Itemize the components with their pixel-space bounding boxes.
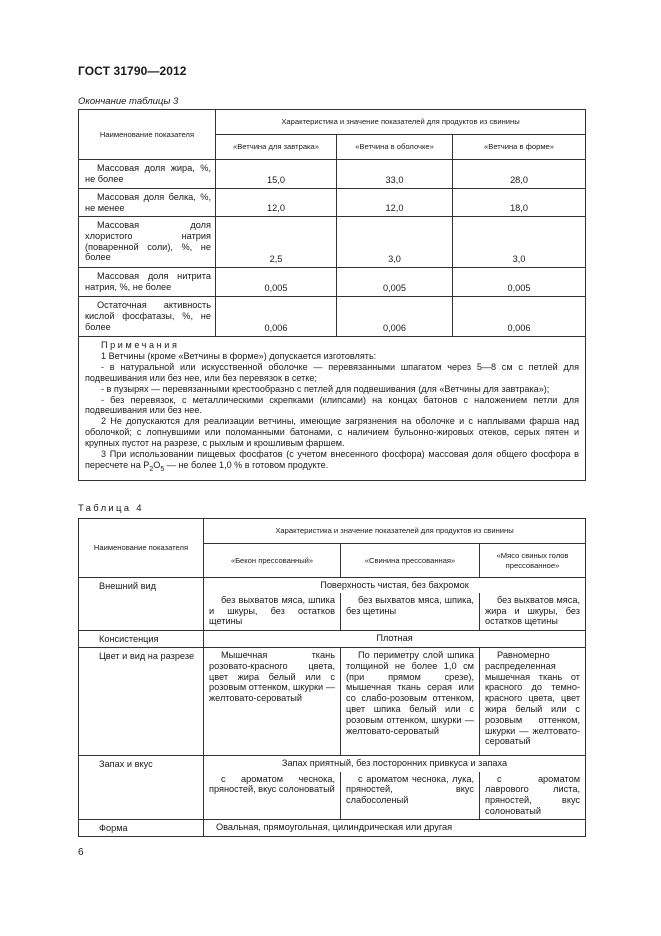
cell-value: с ароматом лаврового листа, пряностей, вкус солоноватый [480,772,586,820]
note-1c: - без перевязок, с металлическими скрепками (клипсами) на концах батонов с наложением петли для подвешивания или без нее. [85,394,580,416]
note-1a: - в натуральной или искусственной оболочке — перевязанными шпагатом через 5—8 см с петлей для подвешивания или без нее, или без перевязок в сетке; [85,361,580,383]
common-value: Плотная [204,631,586,648]
table-row [79,268,586,297]
table4-group-header: Характеристика и значение показателей для продуктов из свинины [204,519,586,544]
table3-col-header: «Ветчина для завтрака» [216,135,337,160]
table4-col-header: «Бекон прессованный» [204,544,341,578]
row-name: Форма [79,819,204,836]
table3-caption: Окончание таблицы 3 [78,96,179,107]
note-2: 2 Не допускаются для реализации ветчины, имеющие загрязнения на оболочке и с наплывами фарша над оболочкой; с лопнувшими или поломанными батонами, с наличием бульонно-жировых отеков, серых пятен и крупных пустот на разрезе, с рыхлым и крошливым фаршем. [85,416,580,449]
cell-value: 0,005 [337,268,453,297]
table4 [78,518,586,837]
cell-value: Равномерно распределенная мышечная ткань от красного до темно-красного цвета, цвет жира белый или с розовым оттенком, шкурки — желтовато-сероватый [480,648,586,756]
cell-value: 0,006 [337,297,453,337]
common-value: Запах приятный, без посторонних привкуса и запаха [204,756,586,772]
row-name: Массовая доля жира, %, не более [79,160,216,189]
document-title: ГОСТ 31790—2012 [78,64,187,78]
row-name: Цвет и вид на разрезе [79,648,204,756]
table-row [79,648,586,756]
note-1: 1 Ветчины (кроме «Ветчины в форме») допускается изготовлять: [101,350,377,361]
row-name: Массовая доля нитрита натрия, %, не более [79,268,216,297]
row-name: Консистенция [79,631,204,648]
row-name: Внешний вид [79,578,204,631]
cell-value: 0,005 [453,268,586,297]
table3-notes-row [79,337,586,481]
table-row [79,578,586,593]
page-number: 6 [78,847,84,858]
cell-value: 12,0 [216,189,337,217]
cell-value: с ароматом чеснока, лука, пряностей, вкус слабосоленый [341,772,480,820]
row-name: Запах и вкус [79,756,204,820]
cell-value: 2,5 [216,217,337,268]
cell-value: без выхватов мяса, шпика и шкуры, без остатков щетины [204,593,341,631]
table3-group-header: Характеристика и значение показателей для продуктов из свинины [216,110,586,135]
table3-notes [79,337,586,481]
cell-value: 18,0 [453,189,586,217]
cell-value: без выхватов мяса, жира и шкуры, без остатков щетины [480,593,586,631]
cell-value: 0,005 [216,268,337,297]
row-name: Остаточная активность кислой фосфатазы, %, не более [79,297,216,337]
cell-value: По периметру слой шпика толщиной не более 1,0 см (при прямом срезе), мышечная ткань серая или со слабо-розовым оттенком, цвет шпика белый или с розовым оттенком, шкурки — желтовато-сероватый [341,648,480,756]
table-row [79,160,586,189]
table4-name-header: Наименование показателя [79,519,204,578]
table4-col-header: «Свинина прессованная» [341,544,480,578]
table4-col-header: «Мясо свиных голов прессованное» [480,544,586,578]
table-row [79,756,586,772]
cell-value: 3,0 [453,217,586,268]
note-3: 3 При использовании пищевых фосфатов (с учетом внесенного фосфора) массовая доля общего фосфора в пересчете на $P_2O_5$ — не более 1,0 % в готовом продукте. [85,449,580,473]
cell-value: без выхватов мяса, шпика, без щетины [341,593,480,631]
table4-caption: Таблица 4 [78,503,144,514]
row-name: Массовая доля белка, %, не менее [79,189,216,217]
table3 [78,109,586,481]
cell-value: 0,006 [216,297,337,337]
cell-value: 33,0 [337,160,453,189]
cell-value: 3,0 [337,217,453,268]
note-1b: - в пузырях — перевязанными крестообразно с петлей для подвешивания (для «Ветчины для завтрака»); [101,383,550,394]
cell-value: 28,0 [453,160,586,189]
cell-value: 12,0 [337,189,453,217]
table-row [79,631,586,648]
table-row [79,189,586,217]
cell-value: 0,006 [453,297,586,337]
cell-value: 15,0 [216,160,337,189]
notes-heading: Примечания [101,340,180,350]
table-row [79,297,586,337]
cell-value: Мышечная ткань розовато-красного цвета, цвет жира белый или с розовым оттенком, шкурки — желтовато-сероватый [204,648,341,756]
table3-col-header: «Ветчина в форме» [453,135,586,160]
table3-col-header: «Ветчина в оболочке» [337,135,453,160]
table-row [79,819,586,836]
common-value: Поверхность чистая, без бахромок [204,578,586,593]
row-name: Массовая доля хлористого натрия (поваренной соли), %, не более [79,217,216,268]
common-value: Овальная, прямоугольная, цилиндрическая или другая [204,819,586,836]
cell-value: с ароматом чеснока, пряностей, вкус солоноватый [204,772,341,820]
table3-name-header: Наименование показателя [79,110,216,160]
table-row [79,217,586,268]
